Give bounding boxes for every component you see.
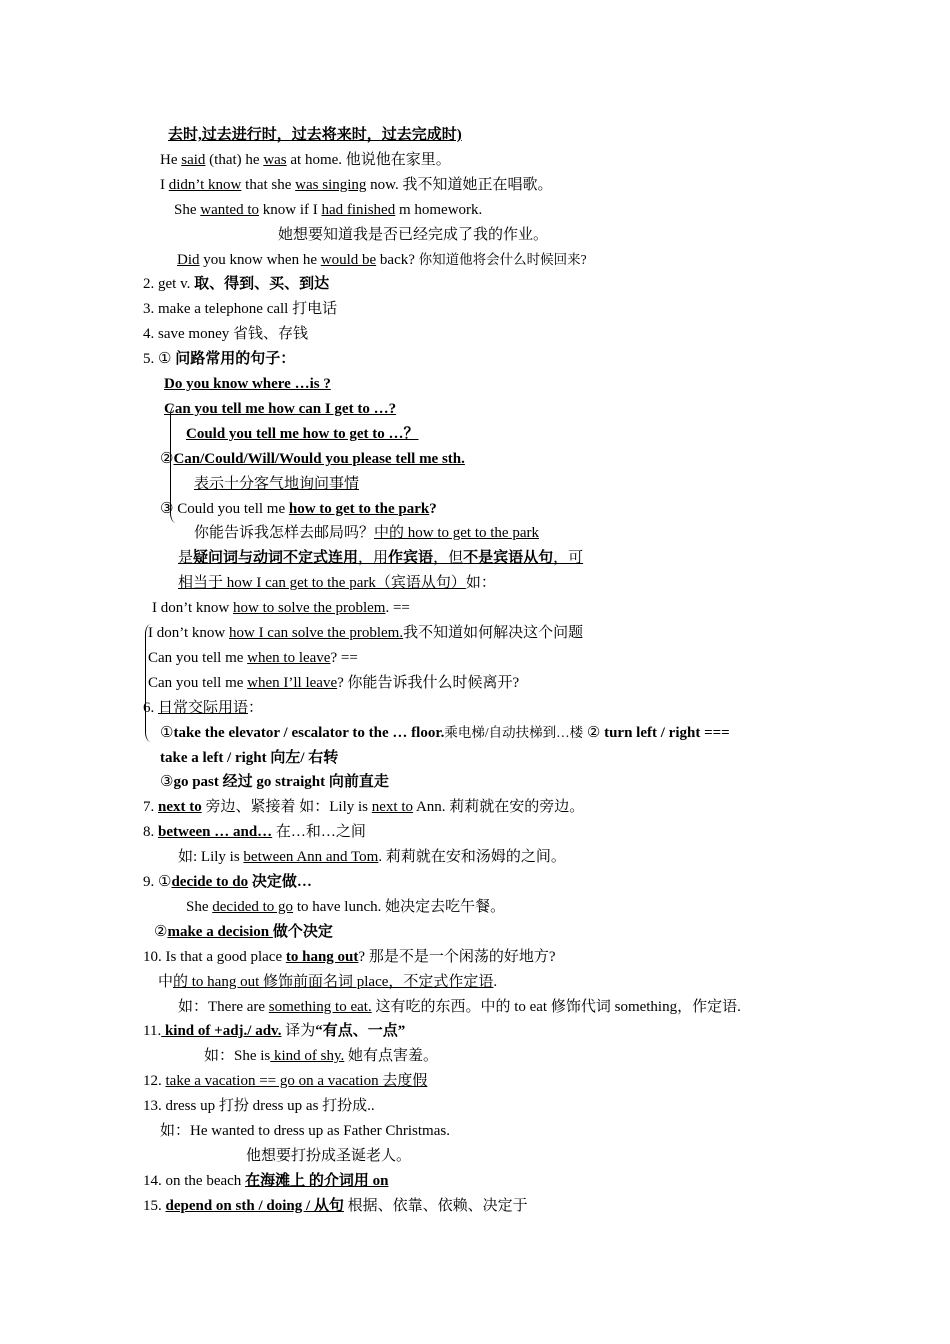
text-run: take a vacation == go on a vacation 去度假	[165, 1073, 428, 1090]
text-run: kind of shy.	[270, 1048, 345, 1065]
text-run: next to	[158, 799, 202, 816]
text-run: 是	[178, 550, 194, 567]
text-run: 3. make a telephone call 打电话	[143, 301, 338, 318]
text-run: 如：	[465, 575, 496, 592]
text-run: ? 那是不是一个闲荡的好地方?	[358, 948, 556, 965]
text-run: Ann. 莉莉就在安的旁边。	[413, 799, 585, 816]
text-run: how I can solve the problem.	[228, 625, 404, 641]
text-run: He	[160, 151, 182, 168]
text-run: ，用	[358, 550, 389, 567]
text-run: 表示十分客气地询问事情	[194, 475, 360, 492]
text-line	[143, 1096, 375, 1116]
text-run: decided to go	[212, 898, 294, 915]
text-run: how to solve the problem	[232, 600, 386, 617]
text-run: know if I	[258, 201, 322, 218]
text-run: had finished	[321, 201, 396, 218]
text-run: 旁边、紧接着 如：Lily is	[201, 799, 372, 816]
text-run: 4. save money 省钱、存钱	[143, 326, 308, 343]
text-line	[194, 474, 359, 494]
text-run: 问路常用的句子：	[175, 351, 296, 368]
text-run: now. 我不知道她正在唱歌。	[366, 176, 553, 193]
text-run: something to eat.	[268, 998, 372, 1015]
text-run: 15.	[143, 1197, 166, 1214]
text-run: make a decision	[167, 923, 273, 940]
bracket-examples	[145, 624, 152, 742]
text-run: that she	[241, 176, 296, 193]
text-run: (that) he	[205, 151, 264, 168]
text-line	[143, 1171, 388, 1191]
text-run: to hang out	[285, 948, 359, 965]
text-run: 不是宾语从句	[463, 550, 554, 567]
text-line	[143, 822, 366, 842]
text-run: Do you know where …is ?	[164, 376, 331, 392]
text-run: 7.	[143, 799, 158, 816]
text-run: didn’t know	[168, 176, 242, 193]
text-line	[194, 523, 539, 543]
text-line	[143, 274, 329, 294]
text-line	[152, 598, 410, 618]
text-run: between … and…	[158, 824, 273, 841]
text-line	[154, 922, 333, 942]
text-line	[160, 449, 465, 469]
text-run: next to	[371, 799, 414, 816]
text-line	[178, 573, 496, 593]
text-line	[160, 1121, 450, 1141]
text-line	[143, 947, 555, 967]
text-run: ②	[583, 724, 605, 741]
text-run: ，但	[433, 550, 464, 567]
text-line	[160, 175, 553, 195]
text-run: when to leave	[247, 649, 331, 666]
text-run: 如：There are	[178, 998, 269, 1015]
text-run: 根据、依靠、依赖、决定于	[343, 1197, 528, 1214]
text-run: .	[493, 973, 498, 990]
text-run: “有点、一点”	[315, 1023, 406, 1040]
text-line	[143, 349, 295, 369]
text-run: said	[181, 151, 206, 168]
text-run: 8.	[143, 824, 158, 841]
text-run: 14. on the beach	[143, 1172, 246, 1189]
text-run: would be	[320, 251, 377, 268]
text-line	[278, 225, 548, 245]
text-line	[148, 648, 358, 668]
text-run: I	[160, 176, 169, 193]
text-line	[160, 499, 437, 519]
text-line	[148, 673, 519, 693]
text-run: 13. dress up 打扮 dress up as 打扮成..	[143, 1098, 375, 1115]
text-run: 9. ①	[143, 874, 172, 890]
text-line	[143, 299, 337, 319]
text-run: 中	[158, 973, 174, 990]
text-run: I don’t know	[148, 625, 229, 641]
text-run: kind of +adj./ adv.	[161, 1023, 282, 1040]
text-run: m homework.	[395, 201, 483, 218]
text-run: Can you tell me	[148, 649, 248, 666]
text-run: 如: Lily is	[178, 849, 244, 866]
text-line	[178, 548, 583, 568]
text-run: at home. 他说他在家里。	[286, 151, 451, 168]
text-run: was singing	[295, 176, 367, 193]
text-run: decide to do	[171, 874, 249, 890]
text-run: how to get to the park	[288, 500, 430, 517]
text-line	[168, 125, 462, 145]
text-line	[178, 847, 566, 867]
text-run: 疑问词与动词不定式连用	[193, 550, 359, 567]
text-run: back?	[376, 251, 419, 268]
text-line	[160, 723, 730, 743]
text-run: 去时,过去进行时，过去将来时，过去完成时)	[168, 127, 462, 143]
text-run: . 莉莉就在安和汤姆的之间。	[378, 849, 566, 866]
text-run: She	[186, 898, 213, 915]
text-line	[143, 698, 263, 718]
text-run: ③ Could you tell me	[160, 500, 289, 517]
bracket-section-5	[170, 405, 177, 523]
text-line	[246, 1146, 411, 1166]
text-line	[143, 797, 584, 817]
text-run: 11.	[143, 1023, 162, 1040]
text-run: 的 to hang out 修饰前面名词 place，不定式作定语	[173, 973, 494, 990]
text-run: 取、得到、买、到达	[194, 276, 330, 293]
text-run: 她想要知道我是否已经完成了我的作业。	[278, 226, 549, 243]
text-run: you know when he	[199, 251, 321, 268]
text-run: 10. Is that a good place	[143, 948, 286, 965]
text-run: 12.	[143, 1073, 166, 1090]
text-line	[177, 250, 587, 270]
text-run: 在海滩上 的介词用 on	[245, 1172, 389, 1189]
text-run: ②	[160, 450, 174, 467]
text-run: 6.	[143, 699, 158, 716]
text-run: I don’t know	[152, 600, 233, 617]
text-run: 你能告诉我怎样去邮局吗？	[194, 525, 375, 542]
text-run: between Ann and Tom	[243, 849, 379, 866]
text-run: 如：She is	[204, 1048, 271, 1065]
text-run: 相当于 how I can get to the park（宾语从句）	[178, 575, 466, 592]
text-line	[164, 374, 331, 394]
text-run: ③	[160, 774, 174, 791]
text-run: 乘电梯/自动扶梯到…楼	[444, 724, 584, 740]
text-run: ①	[160, 724, 174, 741]
text-line	[186, 897, 505, 917]
text-run: Can you tell me how can I get to …?	[164, 400, 397, 417]
text-run: 作宾语	[388, 550, 434, 567]
text-line	[178, 997, 741, 1017]
text-run: wanted to	[200, 201, 259, 218]
text-run: . ==	[385, 600, 410, 617]
text-run: 在…和…之间	[272, 824, 366, 841]
text-line	[148, 623, 583, 643]
text-line	[160, 772, 389, 792]
text-run: 决定做…	[248, 874, 312, 890]
text-line	[204, 1046, 438, 1066]
text-run: go past 经过 go straight 向前直走	[173, 774, 389, 791]
text-run: Can you tell me	[148, 674, 248, 691]
text-run: She	[174, 201, 201, 218]
text-run: take a left / right 向左/ 右转	[160, 749, 339, 766]
text-run: ，可	[553, 550, 584, 567]
text-line	[160, 748, 338, 768]
text-line	[186, 424, 419, 444]
text-run: to have lunch. 她决定去吃午餐。	[293, 898, 506, 915]
text-run: 我不知道如何解决这个问题	[403, 625, 584, 641]
text-run: 这有吃的东西。中的 to eat 修饰代词 something，作定语.	[371, 998, 741, 1015]
text-run: 他想要打扮成圣诞老人。	[246, 1147, 412, 1164]
text-run: Did	[177, 251, 200, 268]
text-line	[143, 1071, 427, 1091]
text-line	[164, 399, 396, 419]
text-line	[143, 1021, 405, 1041]
text-run: 如：He wanted to dress up as Father Christmas.	[160, 1123, 450, 1139]
text-run: 2. get v.	[143, 276, 195, 293]
text-line	[158, 972, 497, 992]
text-line	[143, 872, 312, 892]
text-line	[160, 150, 451, 170]
text-run: ?	[429, 500, 437, 517]
text-run: 做个决定	[272, 923, 333, 940]
text-run: 她有点害羞。	[344, 1048, 439, 1065]
text-run: take the elevator / escalator to the … floor.	[173, 724, 445, 741]
text-run: 日常交际用语	[158, 699, 249, 716]
text-run: 你知道他将会什么时候回来?	[418, 251, 587, 267]
text-run: when I’ll leave	[247, 674, 338, 691]
text-run: 中的 how to get to the park	[374, 525, 539, 542]
text-line	[143, 1196, 528, 1216]
text-run: was	[263, 151, 287, 168]
text-run: turn left / right ===	[604, 724, 730, 741]
text-run: ②	[154, 923, 168, 940]
text-run: 译为	[281, 1023, 316, 1040]
text-run: ? 你能告诉我什么时候离开?	[337, 674, 520, 691]
text-run: ? ==	[330, 649, 358, 666]
text-run: 5. ①	[143, 351, 176, 368]
text-run: depend on sth / doing / 从句	[165, 1197, 344, 1214]
text-line	[143, 324, 308, 344]
text-run: ：	[248, 699, 264, 716]
text-run: Can/Could/Will/Would you please tell me sth.	[173, 450, 465, 467]
text-run: Could you tell me how to get to …？	[186, 425, 419, 442]
text-line	[174, 200, 482, 220]
